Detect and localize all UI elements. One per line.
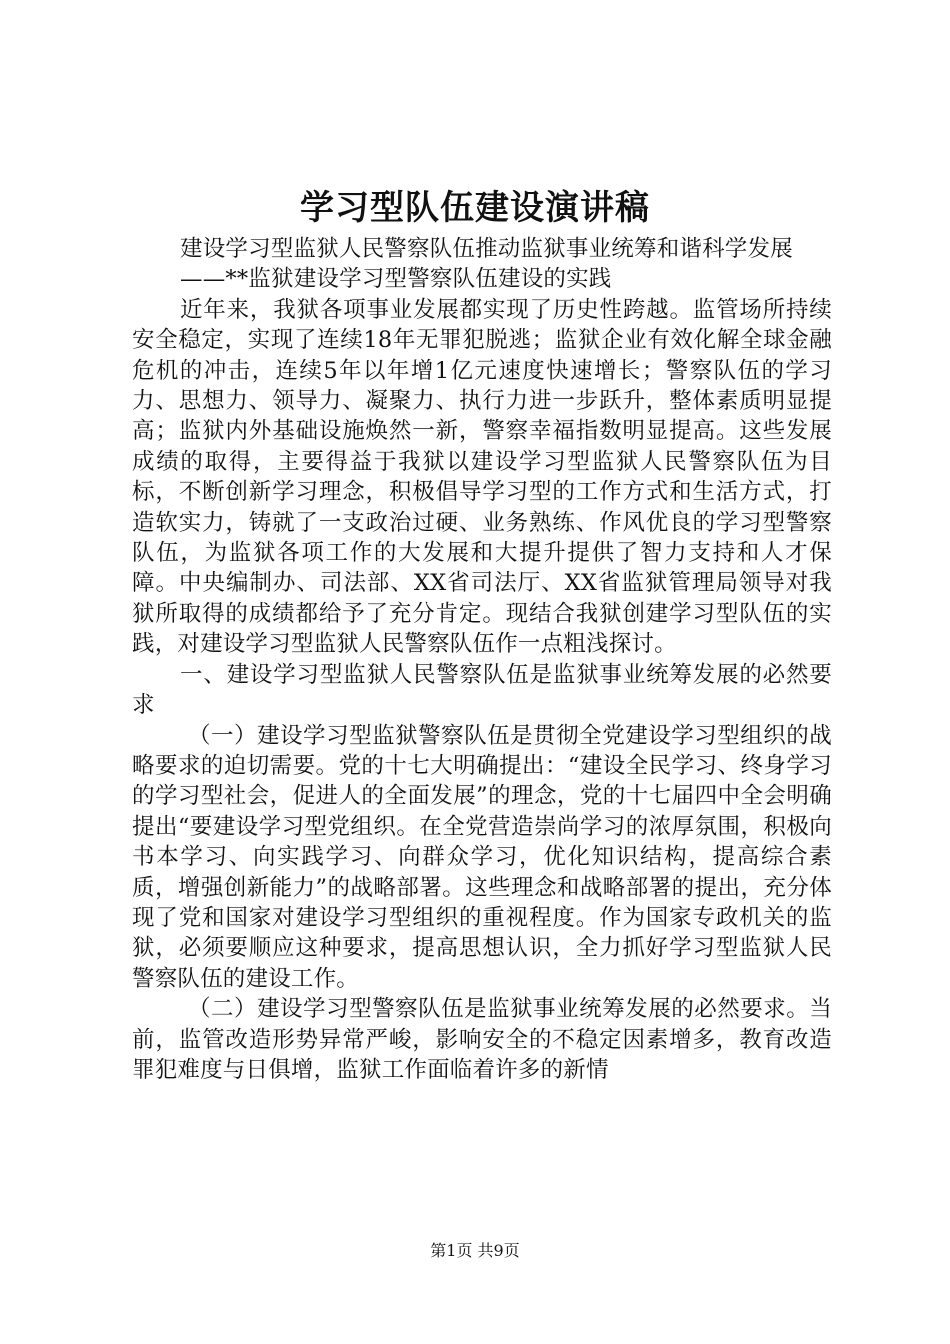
page-footer	[0, 1240, 950, 1262]
paragraph-subsection-2: （二）建设学习型警察队伍是监狱事业统筹发展的必然要求。当前，监管改造形势异常严峻，影响安全的不稳定因素增多，教育改造罪犯难度与日俱增，监狱工作面临着许多的新情	[132, 996, 832, 1083]
paragraph-subsection-1: （一）建设学习型监狱警察队伍是贯彻全党建设学习型组织的战略要求的迫切需要。党的十七大明确提出：“建设全民学习、终身学习的学习型社会，促进人的全面发展”的理念，党的十七届四中全会明确提出“要建设学习型党组织。在全党营造崇尚学习的浓厚氛围，积极向书本学习、向实践学习、向群众学习，优化知识结构，提高综合素质，增强创新能力”的战略部署。这些理念和战略部署的提出，充分体现了党和国家对建设学习型组织的重视程度。作为国家专政机关的监狱，必须要顺应这种要求，提高思想认识，全力抓好学习型监狱人民警察队伍的建设工作。	[132, 722, 832, 992]
page-indicator: 第1页 共9页	[430, 1241, 520, 1260]
document-title: 学习型队伍建设演讲稿	[300, 188, 650, 228]
byline: ——**监狱建设学习型警察队伍建设的实践	[180, 266, 612, 293]
section-heading-1: 一、建设学习型监狱人民警察队伍是监狱事业统筹发展的必然要求	[132, 661, 832, 719]
paragraph-intro: 近年来，我狱各项事业发展都实现了历史性跨越。监管场所持续安全稳定，实现了连续18年无罪犯脱逃；监狱企业有效化解全球金融危机的冲击，连续5年以年增1亿元速度快速增长；警察队伍的学习力、思想力、领导力、凝聚力、执行力进一步跃升，整体素质明显提高；监狱内外基础设施焕然一新，警察幸福指数明显提高。这些发展成绩的取得，主要得益于我狱以建设学习型监狱人民警察队伍为目标，不断创新学习理念，积极倡导学习型的工作方式和生活方式，打造软实力，铸就了一支政治过硬、业务熟练、作风优良的学习型警察队伍，为监狱各项工作的大发展和大提升提供了智力支持和人才保障。中央编制办、司法部、XX省司法厅、XX省监狱管理局领导对我狱所取得的成绩都给予了充分肯定。现结合我狱创建学习型队伍的实践，对建设学习型监狱人民警察队伍作一点粗浅探讨。	[132, 296, 832, 658]
document-body	[132, 234, 832, 1085]
subtitle-line: 建设学习型监狱人民警察队伍推动监狱事业统筹和谐科学发展	[180, 236, 793, 262]
